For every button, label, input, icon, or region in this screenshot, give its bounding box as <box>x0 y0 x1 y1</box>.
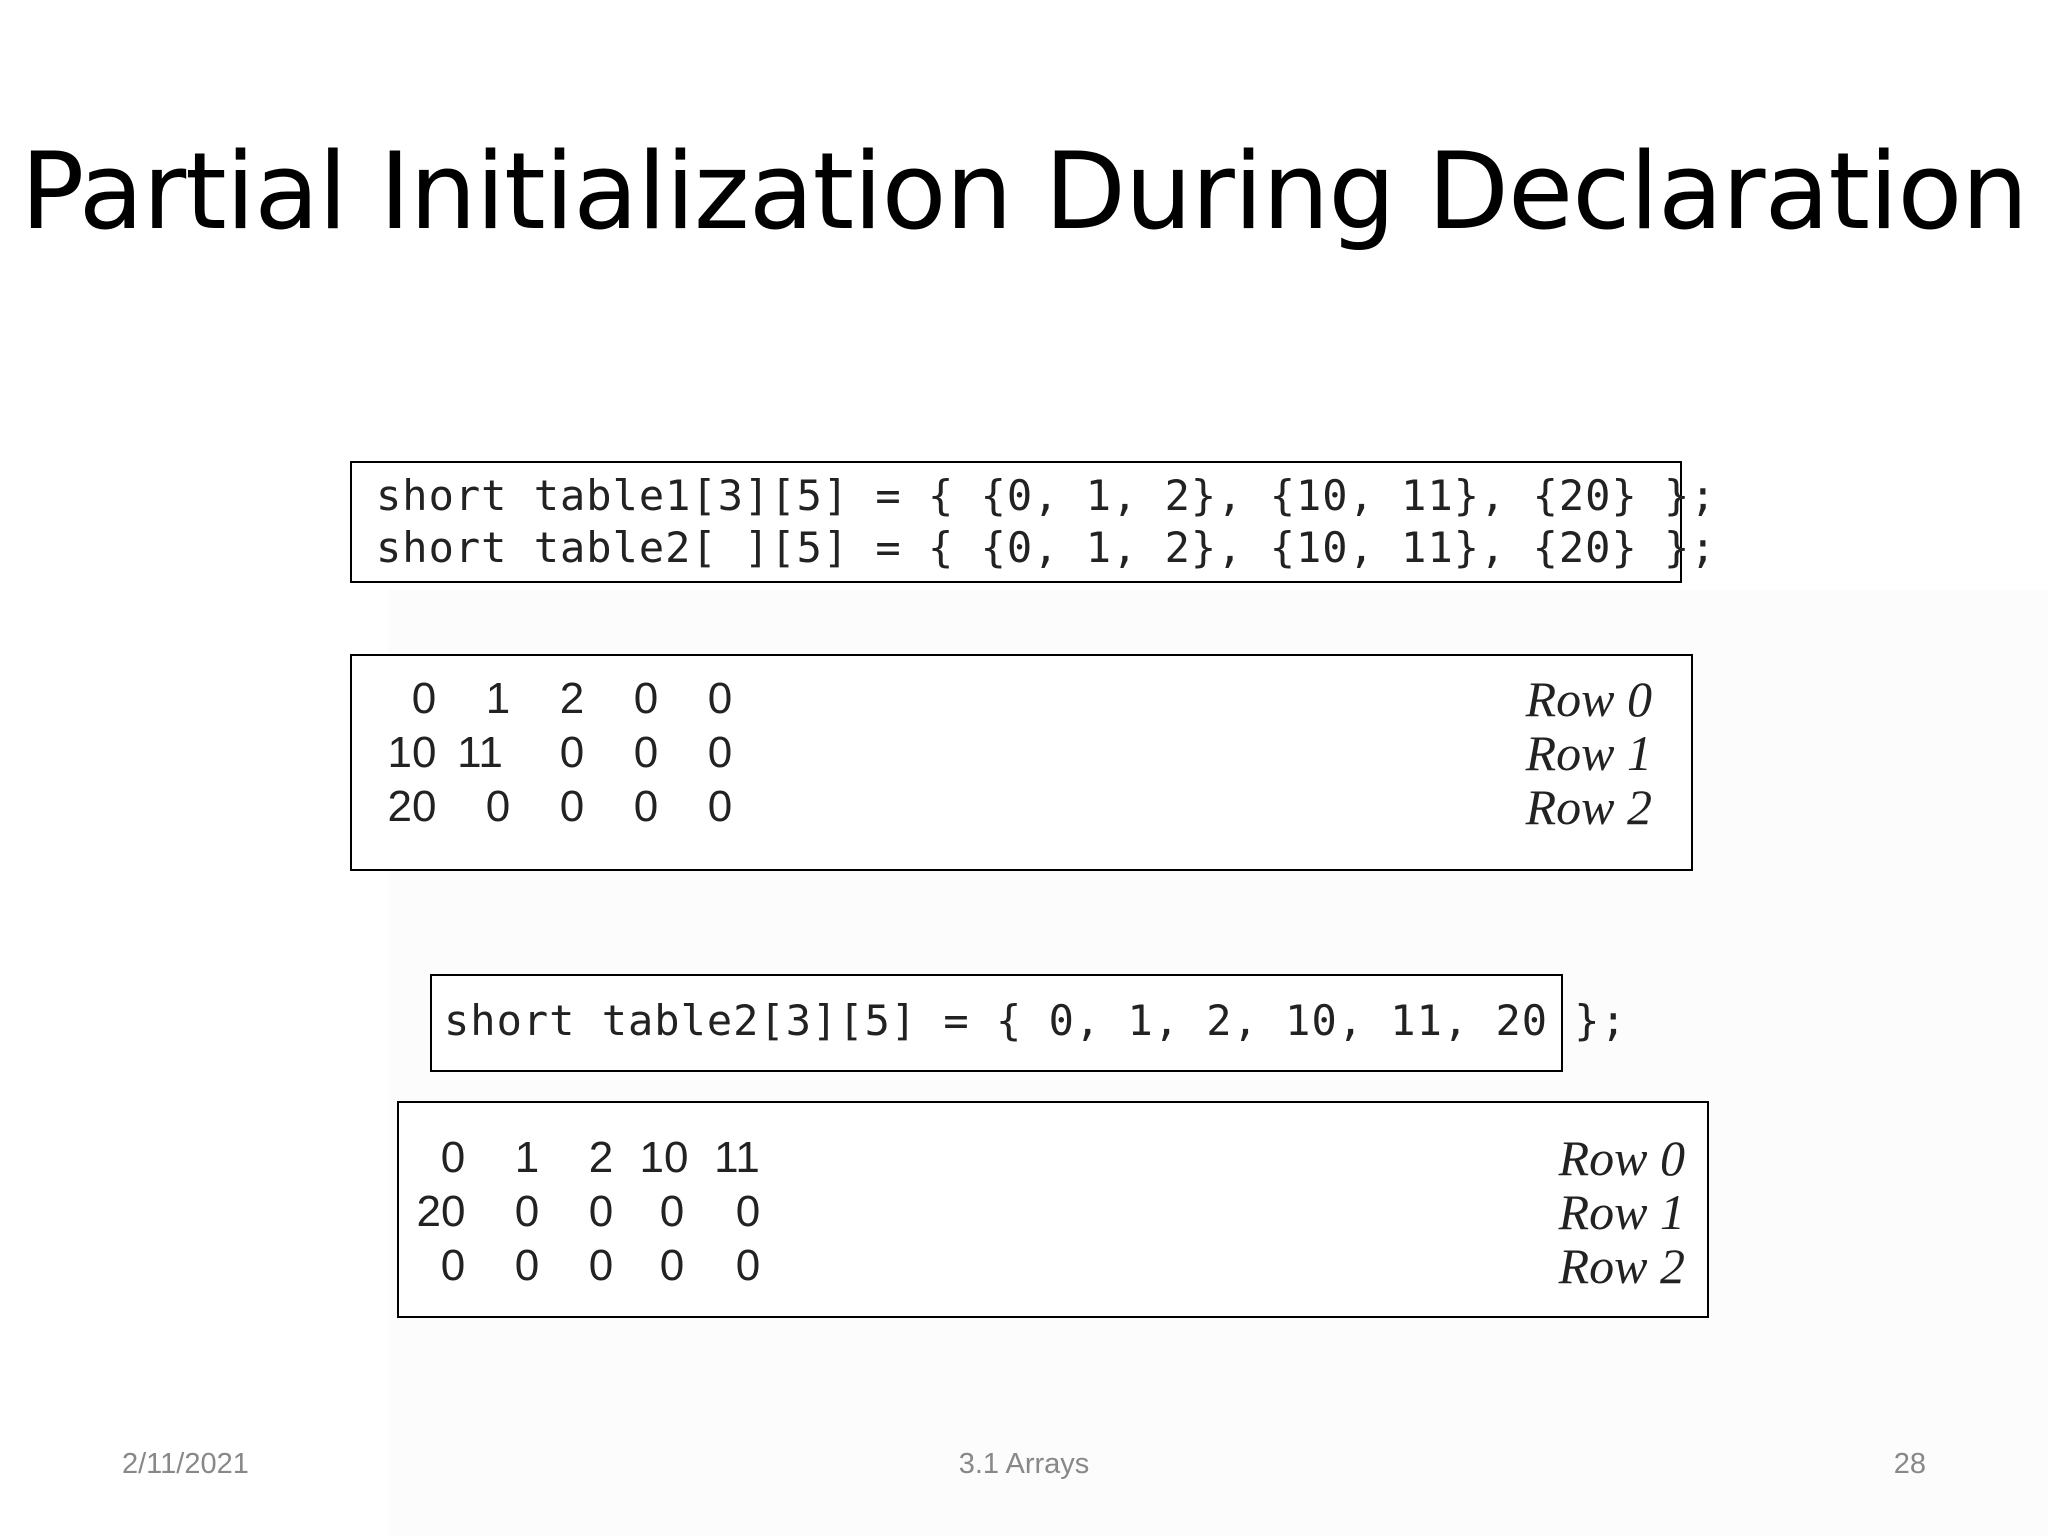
matrix-cell: 0 <box>411 674 437 723</box>
matrix-cell: 0 <box>588 1241 614 1290</box>
matrix-cell: 1 <box>485 674 511 723</box>
matrix-cell: 0 <box>440 1133 466 1182</box>
footer-section-title: 3.1 Arrays <box>958 1448 1090 1480</box>
matrix-cell: 0 <box>588 1187 614 1236</box>
matrix-cell: 11 <box>714 1133 760 1182</box>
matrix-cell: 0 <box>707 674 733 723</box>
row-label: Row 0 <box>1525 671 1652 727</box>
code-line: short table2[3][5] = { 0, 1, 2, 10, 11, 20 }; <box>444 996 1627 1045</box>
matrix-cell: 10 <box>639 1133 689 1182</box>
matrix-cell: 0 <box>485 782 511 831</box>
matrix-2 <box>397 1101 1709 1318</box>
code-line: short table2[ ][5] = { {0, 1, 2}, {10, 11}, {20} }; <box>376 523 1717 572</box>
row-label: Row 2 <box>1558 1238 1685 1294</box>
code-line: short table1[3][5] = { {0, 1, 2}, {10, 11}, {20} }; <box>376 471 1717 520</box>
matrix-1 <box>350 654 1693 871</box>
footer-date: 2/11/2021 <box>122 1448 249 1480</box>
matrix-cell: 2 <box>559 674 585 723</box>
matrix-cell: 0 <box>659 1187 685 1236</box>
row-label: Row 1 <box>1558 1184 1685 1240</box>
matrix-cell: 11 <box>457 728 503 777</box>
matrix-cell: 0 <box>514 1241 540 1290</box>
code-block-1 <box>350 461 1717 583</box>
row-label: Row 1 <box>1525 725 1652 781</box>
matrix-cell: 0 <box>735 1241 761 1290</box>
matrix-cell: 0 <box>559 782 585 831</box>
matrix-cell: 2 <box>588 1133 614 1182</box>
matrix-cell: 20 <box>416 1187 466 1236</box>
matrix-cell: 20 <box>387 782 437 831</box>
matrix-cell: 0 <box>633 728 659 777</box>
matrix-cell: 0 <box>707 728 733 777</box>
row-label: Row 2 <box>1525 779 1652 835</box>
matrix-cell: 0 <box>440 1241 466 1290</box>
matrix-cell: 0 <box>659 1241 685 1290</box>
row-label: Row 0 <box>1558 1130 1685 1186</box>
matrix-cell: 0 <box>633 782 659 831</box>
footer-page-number: 28 <box>1893 1448 1926 1480</box>
matrix-cell: 0 <box>707 782 733 831</box>
matrix-cell: 1 <box>514 1133 540 1182</box>
matrix-cell: 0 <box>633 674 659 723</box>
matrix-cell: 10 <box>387 728 437 777</box>
matrix-cell: 0 <box>514 1187 540 1236</box>
slide-title: Partial Initialization During Declaration <box>20 130 2028 253</box>
matrix-cell: 0 <box>735 1187 761 1236</box>
matrix-cell: 0 <box>559 728 585 777</box>
code-block-2 <box>430 974 1627 1072</box>
